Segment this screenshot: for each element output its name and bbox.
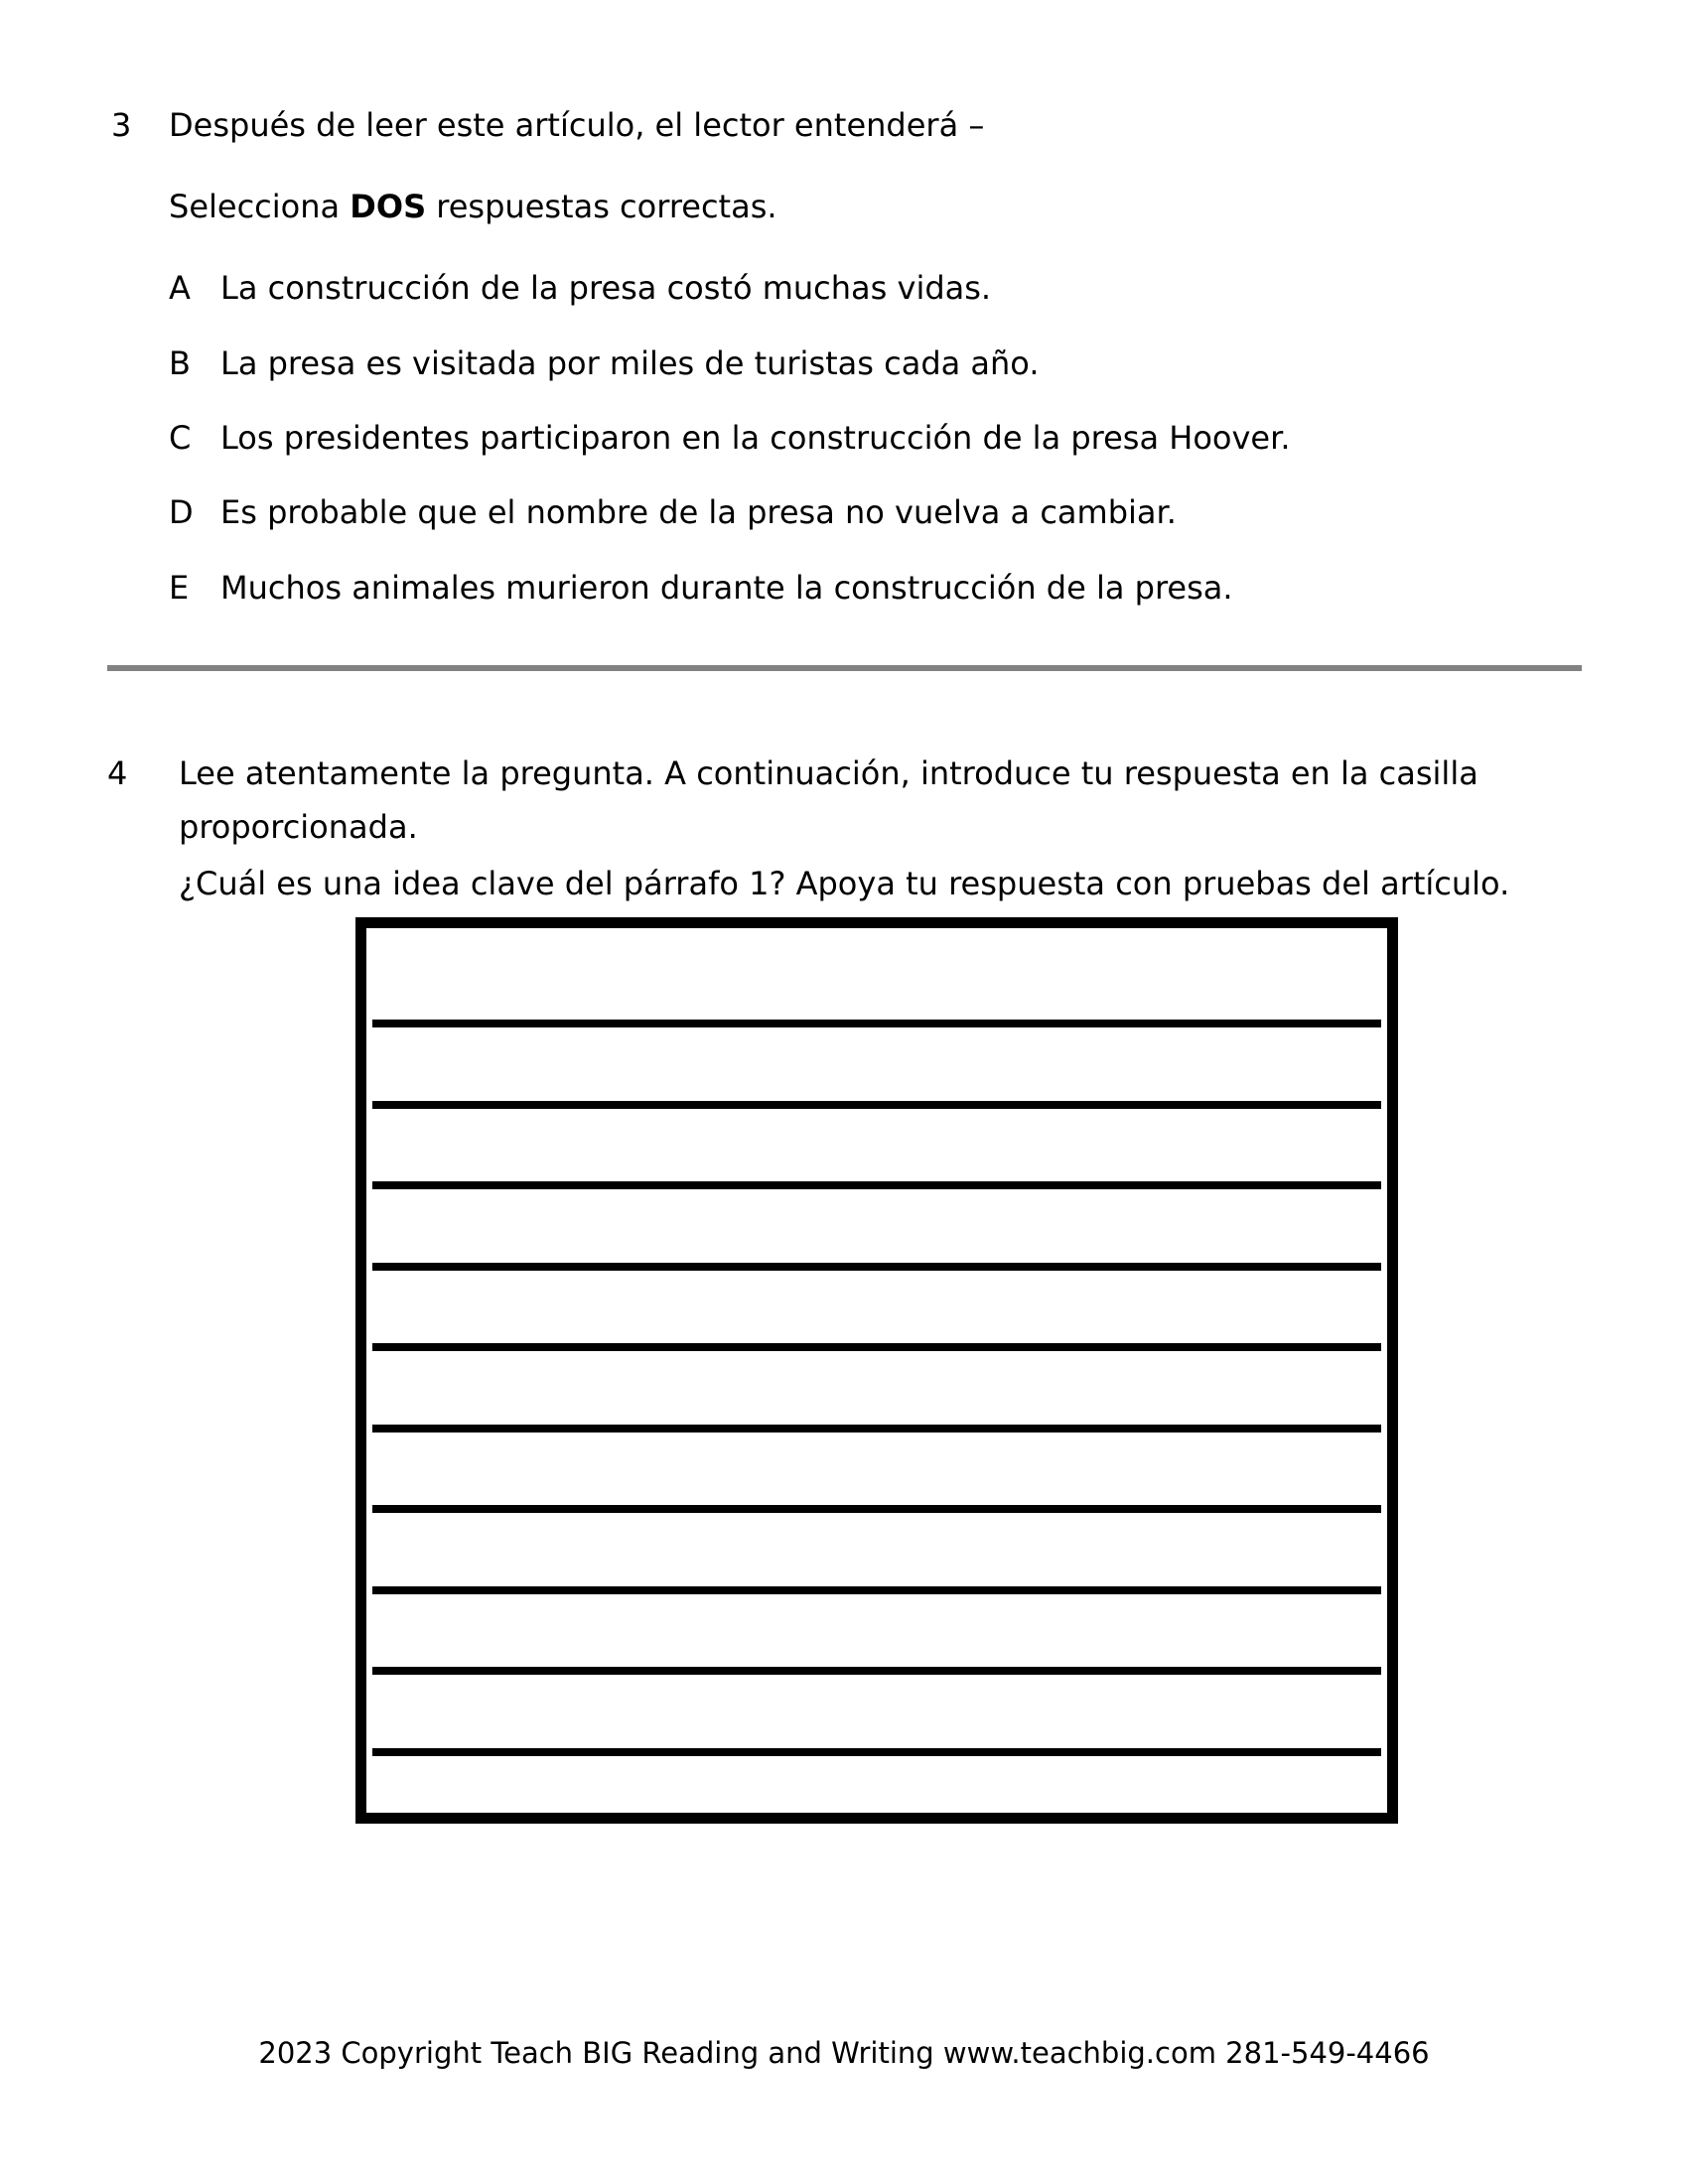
page-footer: 2023 Copyright Teach BIG Reading and Writing www.teachbig.com 281-549-4466 (258, 2036, 1430, 2070)
question-4-number: 4 (107, 754, 128, 792)
question-3-instruction (169, 187, 1559, 226)
question-3-header (111, 105, 1581, 145)
answer-line (372, 1586, 1381, 1594)
answer-line (372, 1263, 1381, 1271)
answer-line (372, 1748, 1381, 1756)
option-b[interactable] (169, 343, 1579, 383)
question-4-prompt: Lee atentamente la pregunta. A continuación, introduce tu respuesta en la casilla proporcionada. (179, 754, 1478, 846)
question-3-number: 3 (111, 106, 132, 144)
answer-line (372, 1101, 1381, 1109)
option-b-text: La presa es visitada por miles de turistas cada año. (220, 344, 1040, 382)
option-a-letter: A (169, 269, 191, 307)
option-d[interactable] (169, 492, 1579, 532)
option-e-text: Muchos animales murieron durante la construcción de la presa. (220, 569, 1233, 607)
question-4-question: ¿Cuál es una idea clave del párrafo 1? Apoya tu respuesta con pruebas del artículo. (179, 865, 1510, 902)
option-c[interactable] (169, 418, 1579, 458)
instruction-bold-word: DOS (350, 188, 427, 225)
answer-line (372, 1425, 1381, 1433)
instruction-suffix: respuestas correctas. (426, 188, 777, 225)
option-d-text: Es probable que el nombre de la presa no vuelva a cambiar. (220, 493, 1177, 531)
option-e-letter: E (169, 569, 190, 607)
answer-line (372, 1181, 1381, 1189)
instruction-prefix: Selecciona (169, 188, 351, 225)
answer-line (372, 1667, 1381, 1675)
option-b-letter: B (169, 344, 191, 382)
option-e[interactable] (169, 568, 1579, 608)
option-c-text: Los presidentes participaron en la construcción de la presa Hoover. (220, 419, 1291, 457)
option-d-letter: D (169, 493, 194, 531)
question-4-header (107, 747, 1577, 854)
answer-box[interactable] (355, 917, 1398, 1824)
option-a-text: La construcción de la presa costó muchas vidas. (220, 269, 992, 307)
answer-line (372, 1020, 1381, 1027)
option-a[interactable] (169, 268, 1579, 308)
answer-line (372, 1505, 1381, 1513)
answer-line (372, 1343, 1381, 1351)
section-divider (107, 665, 1582, 671)
question-3-prompt: Después de leer este artículo, el lector entenderá – (169, 106, 985, 144)
option-c-letter: C (169, 419, 192, 457)
